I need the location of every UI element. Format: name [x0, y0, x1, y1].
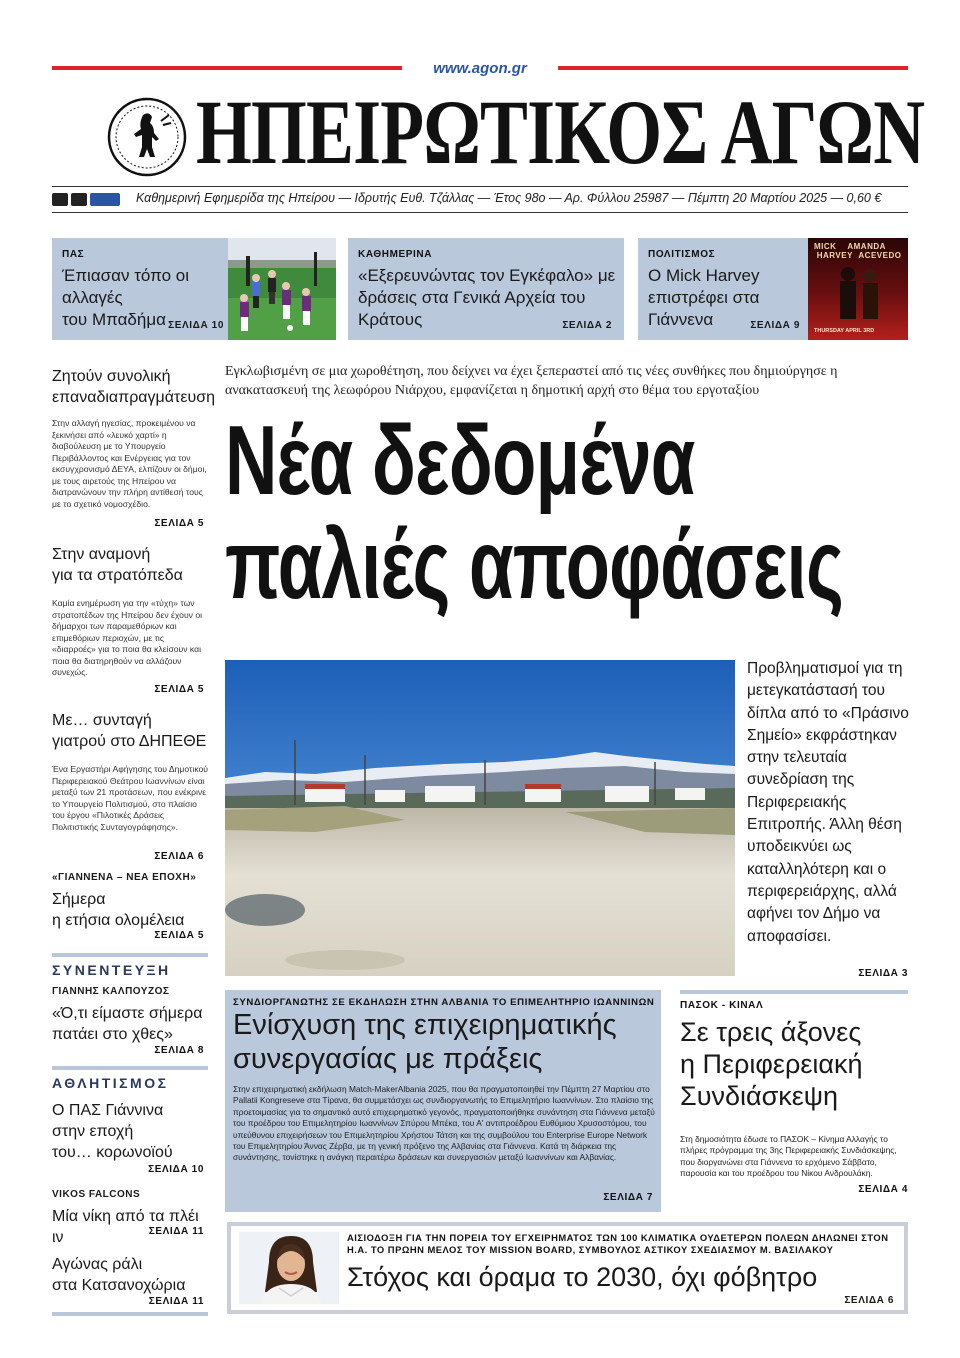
partner-logos — [52, 190, 124, 208]
poster-names: MICK AMANDA HARVEY ACEVEDO — [814, 242, 902, 260]
rally-page: ΣΕΛΙΔΑ 11 — [148, 1296, 204, 1307]
left-story-headline[interactable]: Ζητούν συνολική επαναδιαπραγμάτευση — [52, 368, 215, 406]
main-page: ΣΕΛΙΔΑ 3 — [858, 968, 908, 979]
masthead-red-line-right — [558, 66, 908, 70]
rally-headline[interactable]: Αγώνας ράλι στα Κατσανοχώρια — [52, 1256, 186, 1294]
main-sidebar-text: Προβληματισμοί για τη μετεγκατάστασή του δίπλα από το «Πράσινο Σημείο» εκφράστηκαν στην τελευταία συνεδρίαση της Περιφερειακής Επιτροπής. Άλλη θέση υποδεικνύει ως καταλληλότερη και ο περιφερειάρχης, αλλά αφήνει τον Δήμο να αποφασίσει. — [747, 660, 909, 945]
masthead-title: ΗΠΕΙΡΩΤΙΚΟΣ ΑΓΩΝ — [196, 81, 925, 183]
left-story-headline[interactable]: Σήμερα η ετήσια ολομέλεια — [52, 891, 185, 929]
section-title-sports: ΑΘΛΗΤΙΣΜΟΣ — [52, 1075, 169, 1091]
teaser-headline: «Εξερευνώντας τον Εγκέφαλο» με δράσεις στα Γενικά Αρχεία του Κράτους — [358, 266, 616, 329]
teaser-headline: Ο Mick Harvey επιστρέφει στα Γιάννενα — [648, 266, 760, 329]
partner-logo-icon — [90, 193, 120, 206]
teaser-page: ΣΕΛΙΔΑ 9 — [750, 320, 800, 331]
partner-logo-icon — [71, 193, 87, 206]
teaser-politismos[interactable] — [638, 238, 908, 340]
dateline: Καθημερινή Εφημερίδα της Ηπείρου — Ιδρυτής Ευθ. Τζάλλας — Έτος 98ο — Αρ. Φύλλου 25987 — Πέμπτη 20 Μαρτίου 2025 — 0,60 € — [136, 191, 882, 205]
sports-page: ΣΕΛΙΔΑ 10 — [148, 1164, 204, 1175]
interviewee-portrait — [239, 1232, 339, 1304]
website-link[interactable]: www.agon.gr — [433, 60, 527, 77]
musicians-silhouette — [808, 262, 908, 322]
left-story-text: Ένα Εργαστήρι Αφήγησης του Δημοτικού Περιφερειακού Θεάτρου Ιωαννίνων είναι μεταξύ των 21 προτάσεων, που ενέκρινε το Υπουργείο Πολιτισμού, στο πλαίσιο του έργου «Πιλοτικές Δράσεις Πολιτιστικής Συνταγογράφησης». — [52, 764, 209, 832]
teaser-pas[interactable] — [52, 238, 336, 340]
interview-box-page: ΣΕΛΙΔΑ 6 — [844, 1295, 894, 1306]
interview-kicker: ΓΙΑΝΝΗΣ ΚΑΛΠΟΥΖΟΣ — [52, 986, 170, 997]
chamber-text: Στην επιχειρηματική εκδήλωση Match-MakerAlbania 2025, που θα πραγματοποιηθεί την Πέμπτη 27 Μαρτίου στο Pallatii Kongreseve στα Τίρανα, θα συμμετάσχει ως συνδιοργανωτής το Επιμελητήριο Ιωαννίνων. Στο πλαίσιο της προετοιμασίας για το σημαντικό αυτό επιχειρηματικό γεγονός, πραγματοποιήθηκε συνάντηση στα Γιάννενα μεταξύ του προέδρου του Επιμελητηρίου Ιωαννίνων Σπύρου Μπέκα, του Α' αντιπροέδρου Ευθύμιου Χρυσοστόμου, του υπεύθυνου επιχειρήσεων του Επιμελητηρίου Χρήστου Τάτση και της συμβούλου του Enterprise Europe Network του Επιμελητηρίου Άννας Ζέρβα, με τη γενική πρόξενο της Αλβανίας στα Γιάννενα. Κατά τη διάρκεια της συνάντησης, τονίστηκε η ανάγκη περαιτέρω δράσεων και συνεργασιών μεταξύ Ιωαννίνων και Αλβανίας. — [233, 1084, 655, 1163]
interview-page: ΣΕΛΙΔΑ 8 — [154, 1045, 204, 1056]
football-training-photo — [228, 238, 336, 340]
vikos-page: ΣΕΛΙΔΑ 11 — [148, 1226, 204, 1237]
left-story-headline[interactable]: Στην αναμονή για τα στρατόπεδα — [52, 546, 183, 584]
left-story-text: Καμία ενημέρωση για την «τύχη» των στρατοπέδων της Ηπείρου δεν έχουν οι δήμαρχοι των παραμεθόριων και επιμεθόριων περιοχών, με τις «διαρροές» για το ποια θα κλείσουν και ποια θα διατηρηθούν να αλλάζουν συνεχώς. — [52, 598, 203, 677]
teaser-kicker: ΠΟΛΙΤΙΣΜΟΣ — [648, 249, 716, 260]
masthead-red-line-left — [52, 66, 402, 70]
masthead-rule-top — [52, 186, 908, 187]
teaser-page: ΣΕΛΙΔΑ 10 — [168, 320, 224, 331]
section-title-interview: ΣΥΝΕΝΤΕΥΞΗ — [52, 962, 171, 978]
masthead-rule-bottom — [52, 212, 908, 213]
left-story-page: ΣΕΛΙΔΑ 5 — [154, 518, 204, 529]
pasok-separator — [680, 990, 908, 994]
interview-box-kicker: ΑΙΣΙΟΔΟΞΗ ΓΙΑ ΤΗΝ ΠΟΡΕΙΑ ΤΟΥ ΕΓΧΕΙΡΗΜΑΤΟΣ ΤΩΝ 100 ΚΛΙΜΑΤΙΚΑ ΟΥΔΕΤΕΡΩΝ ΠΟΛΕΩΝ ΔΗΛΩΝΕΙ ΣΤΟΝ Η.Α. ΤΟ ΠΡΩΗΝ ΜΕΛΟΣ ΤΟΥ MISSION BOARD, ΣΥΜΒΟΥΛΟΣ ΑΣΤΙΚΟΥ ΣΧΕΔΙΑΣΜΟΥ Μ. ΒΑΣΙΛΑΚΟΥ — [347, 1232, 889, 1255]
left-story-text: Στην αλλαγή ηγεσίας, προκειμένου να ξεκινήσει από «λευκό χαρτί» η διαβούλευση με το Υπουργείο Περιβάλλοντος και Ενέργειας για τον εκσυγχρονισμό ΔΕΥΑ, ελπίζουν οι δήμοι, με τους αιρετούς της Ηπείρου να διατρανώνουν την πλήρη αντίθεσή τους με το σχετικό νομοσχέδιο. — [52, 418, 207, 509]
sports-headline[interactable]: Ο ΠΑΣ Γιάννινα στην εποχή του… κορωνοϊού — [52, 1102, 173, 1161]
poster-date: THURSDAY APRIL 3RD — [814, 328, 875, 334]
main-story-deck: Εγκλωβισμένη σε μια χωροθέτηση, που δείχνει να έχει ξεπεραστεί από τις νέες συνθήκες που δημιούργησε η ανακατασκευή της λεωφόρου Νιάρχου, εμφανίζεται η δημοτική αρχή στο θέμα του εργοταξίου — [225, 364, 838, 398]
left-story-page: ΣΕΛΙΔΑ 5 — [154, 930, 204, 941]
teaser-kathimerina[interactable] — [348, 238, 624, 340]
section-separator — [52, 1312, 208, 1316]
chamber-page: ΣΕΛΙΔΑ 7 — [603, 1192, 653, 1203]
left-story-headline[interactable]: Με… συνταγή γιατρού στο ΔΗΠΕΘΕ — [52, 712, 207, 750]
section-separator — [52, 953, 208, 957]
section-separator — [52, 1066, 208, 1070]
chamber-headline: Ενίσχυση της επιχειρηματικής συνεργασίας με πράξεις — [233, 1009, 617, 1075]
chamber-kicker: ΣΥΝΔΙΟΡΓΑΝΩΤΗΣ ΣΕ ΕΚΔΗΛΩΣΗ ΣΤΗΝ ΑΛΒΑΝΙΑ ΤΟ ΕΠΙΜΕΛΗΤΗΡΙΟ ΙΩΑΝΝΙΝΩΝ — [233, 997, 655, 1008]
interview-box-headline: Στόχος και όραμα το 2030, όχι φόβητρο — [347, 1262, 818, 1292]
left-story-kicker: «ΓΙΑΝΝΕΝΑ – ΝΕΑ ΕΠΟΧΗ» — [52, 872, 197, 883]
pasok-kicker: ΠΑΣΟΚ - ΚΙΝΑΛ — [680, 1000, 764, 1011]
vikos-kicker: VIKOS FALCONS — [52, 1189, 141, 1200]
concert-poster — [808, 238, 908, 340]
pasok-page: ΣΕΛΙΔΑ 4 — [858, 1184, 908, 1195]
pasok-text: Στη δημοσιότητα έδωσε το ΠΑΣΟΚ – Κίνημα Αλλαγής το πλήρες πρόγραμμα της 3ης Περιφερειακής Συνδιάσκεψης, που διοργανώνει στα Γιάννενα το ερχόμενο Σάββατο, παρουσία και του προέδρου του Νίκου Ανδρουλάκη. — [680, 1134, 897, 1179]
teaser-headline: Έπιασαν τόπο οι αλλαγές του Μπαδήμα — [62, 266, 190, 329]
main-headline[interactable]: Νέα δεδομένα παλιές αποφάσεις — [225, 405, 844, 619]
teaser-kicker: ΠΑΣ — [62, 249, 85, 260]
coin-logo-icon — [107, 97, 187, 177]
pasok-headline: Σε τρεις άξονες η Περιφερειακή Συνδιάσκεψη — [680, 1017, 863, 1111]
interview-headline[interactable]: «Ό,τι είμαστε σήμερα πατάει στο χθες» — [52, 1005, 203, 1043]
teaser-page: ΣΕΛΙΔΑ 2 — [562, 320, 612, 331]
partner-logo-icon — [52, 193, 68, 206]
left-story-page: ΣΕΛΙΔΑ 5 — [154, 684, 204, 695]
teaser-kicker: ΚΑΘΗΜΕΡΙΝΑ — [358, 249, 433, 260]
vikos-headline[interactable]: Μία νίκη από τα πλέι ιν — [52, 1208, 199, 1246]
interview-box[interactable] — [227, 1222, 908, 1314]
chamber-story[interactable] — [225, 990, 661, 1212]
main-landscape-photo — [225, 660, 735, 976]
left-story-page: ΣΕΛΙΔΑ 6 — [154, 851, 204, 862]
